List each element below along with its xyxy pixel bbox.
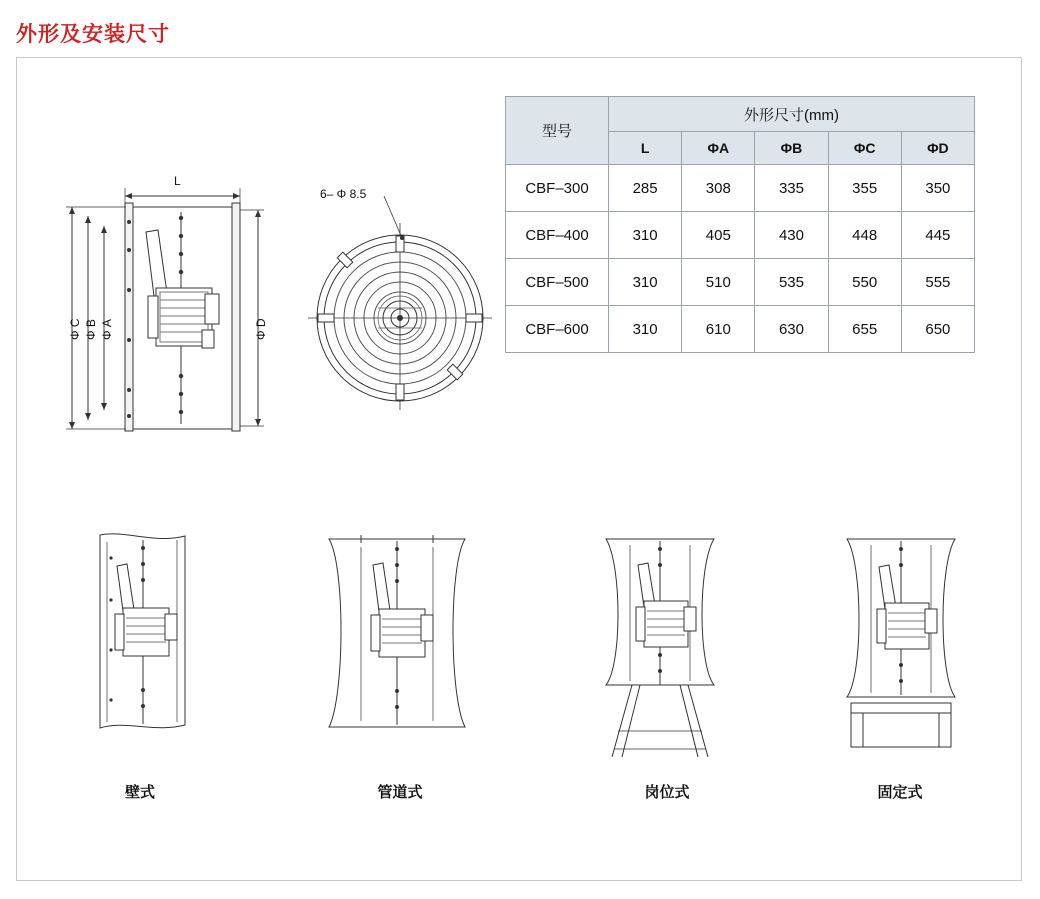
cell-l: 310 xyxy=(609,259,682,306)
table-header-phi-a: ΦA xyxy=(682,132,755,165)
dimension-table xyxy=(505,96,975,353)
cell-phi-b: 630 xyxy=(755,306,828,353)
cell-model: CBF–600 xyxy=(506,306,609,353)
cell-phi-c: 355 xyxy=(828,165,901,212)
table-header-phi-b: ΦB xyxy=(755,132,828,165)
cell-phi-d: 555 xyxy=(901,259,974,306)
cell-phi-d: 350 xyxy=(901,165,974,212)
cell-model: CBF–300 xyxy=(506,165,609,212)
table-row xyxy=(506,306,975,353)
dimension-label-phi-d: Φ D xyxy=(254,318,268,340)
cell-l: 310 xyxy=(609,306,682,353)
page-title: 外形及安装尺寸 xyxy=(16,23,170,46)
table-header-phi-d: ΦD xyxy=(901,132,974,165)
cell-phi-c: 550 xyxy=(828,259,901,306)
cell-phi-a: 405 xyxy=(682,212,755,259)
cell-phi-d: 650 xyxy=(901,306,974,353)
cell-phi-b: 335 xyxy=(755,165,828,212)
table-header-l: L xyxy=(609,132,682,165)
table-header-row-1 xyxy=(506,97,975,132)
dimension-label-phi-a: Φ A xyxy=(100,319,114,340)
table-header-phi-c: ΦC xyxy=(828,132,901,165)
figure-caption-duct-mount: 管道式 xyxy=(377,784,423,801)
cell-phi-c: 655 xyxy=(828,306,901,353)
cell-l: 285 xyxy=(609,165,682,212)
table-row xyxy=(506,165,975,212)
cell-phi-b: 535 xyxy=(755,259,828,306)
dimension-label-L: L xyxy=(174,174,181,188)
dimension-label-phi-c: Φ C xyxy=(68,318,82,340)
cell-model: CBF–400 xyxy=(506,212,609,259)
figure-caption-wall-mount: 壁式 xyxy=(124,784,155,801)
cell-phi-a: 510 xyxy=(682,259,755,306)
table-row xyxy=(506,212,975,259)
table-header-model: 型号 xyxy=(506,97,609,165)
table-row xyxy=(506,259,975,306)
cell-phi-a: 610 xyxy=(682,306,755,353)
table-header-group: 外形尺寸(mm) xyxy=(609,97,975,132)
cell-phi-a: 308 xyxy=(682,165,755,212)
hole-note-label: 6– Φ 8.5 xyxy=(320,187,367,201)
cell-l: 310 xyxy=(609,212,682,259)
figure-caption-fixed-mount: 固定式 xyxy=(877,784,923,801)
cell-phi-d: 445 xyxy=(901,212,974,259)
dimension-label-phi-b: Φ B xyxy=(84,319,98,340)
cell-model: CBF–500 xyxy=(506,259,609,306)
cell-phi-b: 430 xyxy=(755,212,828,259)
figure-caption-post-mount: 岗位式 xyxy=(644,784,690,801)
cell-phi-c: 448 xyxy=(828,212,901,259)
